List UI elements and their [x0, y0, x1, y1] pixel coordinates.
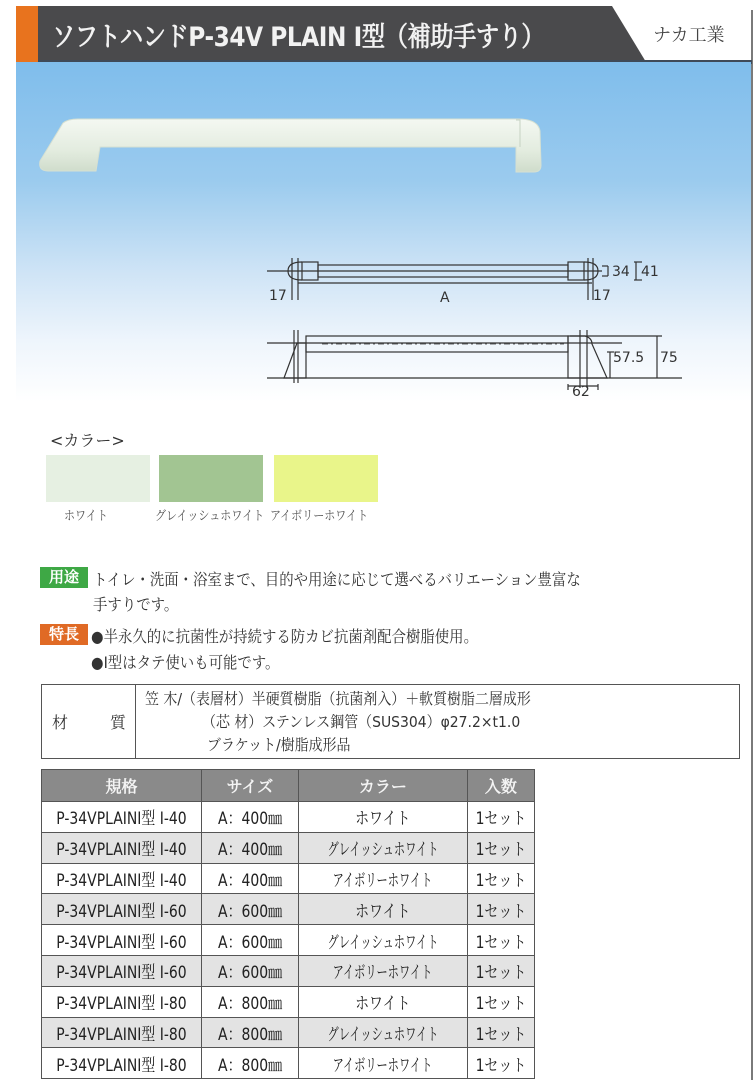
- table-row: [42, 925, 535, 956]
- table-row: [42, 1017, 535, 1048]
- dim-length: A: [440, 290, 450, 306]
- cell-color: グレイッシュホワイト: [298, 832, 467, 863]
- dim-bracket-height: 57.5: [613, 350, 645, 366]
- cell-color: ホワイト: [298, 894, 467, 925]
- spec-table-header: [42, 770, 535, 802]
- cell-quantity: 1セット: [467, 925, 534, 956]
- cell-model: P-34VPLAINI型 I-60: [42, 925, 202, 956]
- cell-model: P-34VPLAINI型 I-80: [42, 1017, 202, 1048]
- dim-bracket-depth: 62: [572, 384, 590, 400]
- cell-quantity: 1セット: [467, 894, 534, 925]
- spec-table: [41, 769, 535, 1079]
- page-header: [16, 6, 754, 64]
- cell-size: A：400㎜: [201, 863, 298, 894]
- dim-left-offset: 17: [269, 288, 287, 304]
- material-line-2: （芯 材）ステンレス鋼管（SUS304）φ27.2×t1.0: [202, 713, 521, 731]
- material-table: [41, 684, 740, 759]
- material-line-1: 笠 木/（表層材）半硬質樹脂（抗菌剤入）＋軟質樹脂二層成形: [145, 690, 531, 708]
- color-heading: <カラー>: [50, 431, 125, 450]
- header-model: 規格: [42, 770, 202, 802]
- swatch-label-grayish-white: グレイッシュホワイト: [155, 509, 265, 524]
- usage-line-2: 手すりです。: [93, 595, 179, 614]
- cell-color: ホワイト: [298, 802, 467, 833]
- table-row: [42, 894, 535, 925]
- table-row: [42, 802, 535, 833]
- dim-outer-height: 41: [641, 264, 659, 280]
- cell-model: P-34VPLAINI型 I-80: [42, 1048, 202, 1079]
- table-row: [42, 863, 535, 894]
- cell-size: A：600㎜: [201, 955, 298, 986]
- cell-size: A：600㎜: [201, 894, 298, 925]
- table-row: [42, 986, 535, 1017]
- dim-total-height: 75: [660, 350, 678, 366]
- page-border-right: [751, 10, 753, 1080]
- cell-size: A：800㎜: [201, 1017, 298, 1048]
- cell-color: ホワイト: [298, 986, 467, 1017]
- material-label-2: 質: [110, 713, 127, 732]
- cell-quantity: 1セット: [467, 1048, 534, 1079]
- header-accent-block: [16, 6, 38, 62]
- material-label-1: 材: [52, 713, 69, 732]
- cell-model: P-34VPLAINI型 I-40: [42, 863, 202, 894]
- header-size: サイズ: [201, 770, 298, 802]
- features-tag: 特長: [40, 624, 88, 645]
- dim-inner-height: 34: [612, 264, 630, 280]
- material-line-3: ブラケット/樹脂成形品: [207, 736, 351, 754]
- cell-color: グレイッシュホワイト: [298, 1017, 467, 1048]
- swatch-label-ivory-white: アイボリーホワイト: [270, 509, 369, 524]
- usage-line-1: トイレ・洗面・浴室まで、目的や用途に応じて選べるバリエーション豊富な: [93, 570, 581, 589]
- cell-quantity: 1セット: [467, 863, 534, 894]
- material-label-cell: [42, 685, 136, 758]
- cell-color: アイボリーホワイト: [298, 1048, 467, 1079]
- swatch-label-white: ホワイト: [64, 509, 108, 524]
- cell-quantity: 1セット: [467, 955, 534, 986]
- header-quantity: 入数: [467, 770, 534, 802]
- cell-color: アイボリーホワイト: [298, 955, 467, 986]
- cell-size: A：400㎜: [201, 802, 298, 833]
- usage-tag: 用途: [40, 567, 88, 588]
- handrail-product-image: [38, 117, 558, 187]
- swatch-ivory-white: [274, 455, 378, 502]
- swatch-white: [46, 455, 150, 502]
- cell-model: P-34VPLAINI型 I-60: [42, 894, 202, 925]
- cell-quantity: 1セット: [467, 1017, 534, 1048]
- cell-model: P-34VPLAINI型 I-60: [42, 955, 202, 986]
- cell-quantity: 1セット: [467, 802, 534, 833]
- cell-size: A：800㎜: [201, 1048, 298, 1079]
- cell-size: A：800㎜: [201, 986, 298, 1017]
- feature-line-2: ●I型はタテ使いも可能です。: [91, 653, 280, 672]
- cell-model: P-34VPLAINI型 I-40: [42, 832, 202, 863]
- brand-name: ナカ工業: [653, 25, 725, 46]
- page-title: ソフトハンドP-34V PLAIN I型（補助手すり）: [52, 22, 545, 53]
- cell-color: アイボリーホワイト: [298, 863, 467, 894]
- feature-line-1: ●半永久的に抗菌性が持続する防カビ抗菌剤配合樹脂使用。: [91, 627, 478, 646]
- header-color: カラー: [298, 770, 467, 802]
- table-row: [42, 1048, 535, 1079]
- dim-right-offset: 17: [593, 288, 611, 304]
- cell-size: A：400㎜: [201, 832, 298, 863]
- cell-model: P-34VPLAINI型 I-40: [42, 802, 202, 833]
- cell-size: A：600㎜: [201, 925, 298, 956]
- table-row: [42, 832, 535, 863]
- table-row: [42, 955, 535, 986]
- swatch-grayish-white: [159, 455, 263, 502]
- cell-quantity: 1セット: [467, 986, 534, 1017]
- technical-drawing-icon: [262, 248, 702, 408]
- dimension-drawing: [262, 248, 702, 412]
- cell-color: グレイッシュホワイト: [298, 925, 467, 956]
- cell-quantity: 1セット: [467, 832, 534, 863]
- cell-model: P-34VPLAINI型 I-80: [42, 986, 202, 1017]
